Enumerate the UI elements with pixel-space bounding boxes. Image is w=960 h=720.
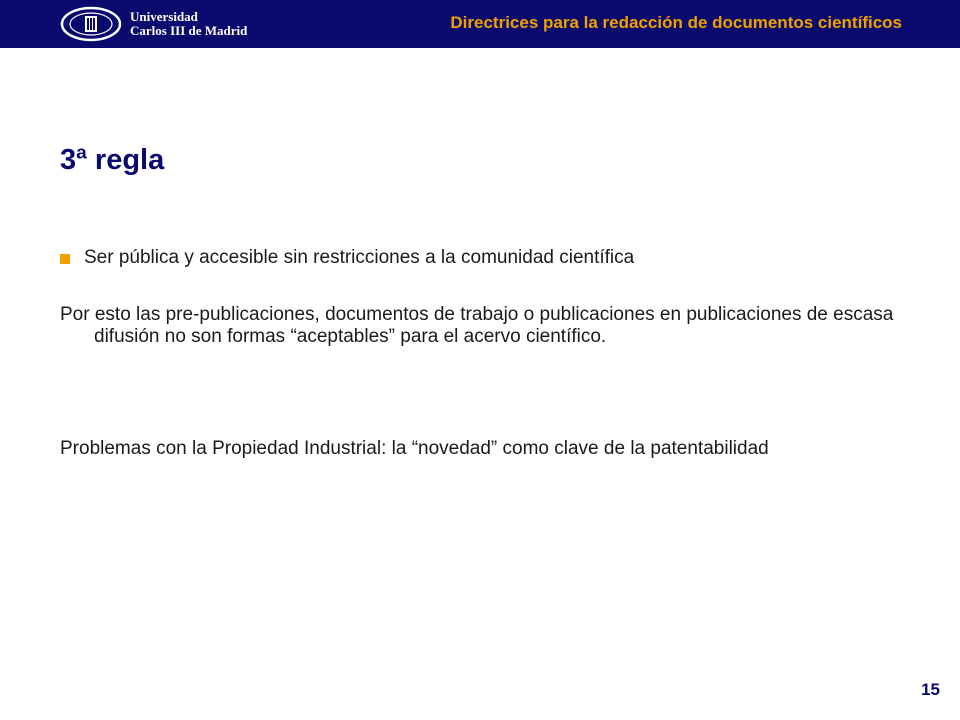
bullet-text: Ser pública y accesible sin restricciones a la comunidad científica bbox=[84, 247, 635, 268]
university-seal-icon bbox=[60, 6, 122, 42]
paragraph-industrial-property: Problemas con la Propiedad Industrial: la “novedad” como clave de la patentabilidad bbox=[60, 438, 769, 459]
logo-text bbox=[130, 10, 247, 38]
presentation-title: Directrices para la redacción de documentos científicos bbox=[450, 13, 902, 32]
bullet-item bbox=[60, 247, 634, 269]
square-bullet-icon bbox=[60, 254, 70, 264]
paragraph-preprints: Por esto las pre-publicaciones, documentos de trabajo o publicaciones en publicaciones de escasa difusión no son formas “aceptables” para el acervo científico. bbox=[60, 304, 894, 347]
university-logo bbox=[60, 6, 247, 42]
header-bar bbox=[0, 0, 960, 48]
page-number: 15 bbox=[921, 680, 940, 699]
slide-title: 3ª regla bbox=[60, 144, 165, 176]
logo-line-2: Carlos III de Madrid bbox=[130, 23, 248, 38]
logo-line-1: Universidad bbox=[130, 9, 198, 24]
